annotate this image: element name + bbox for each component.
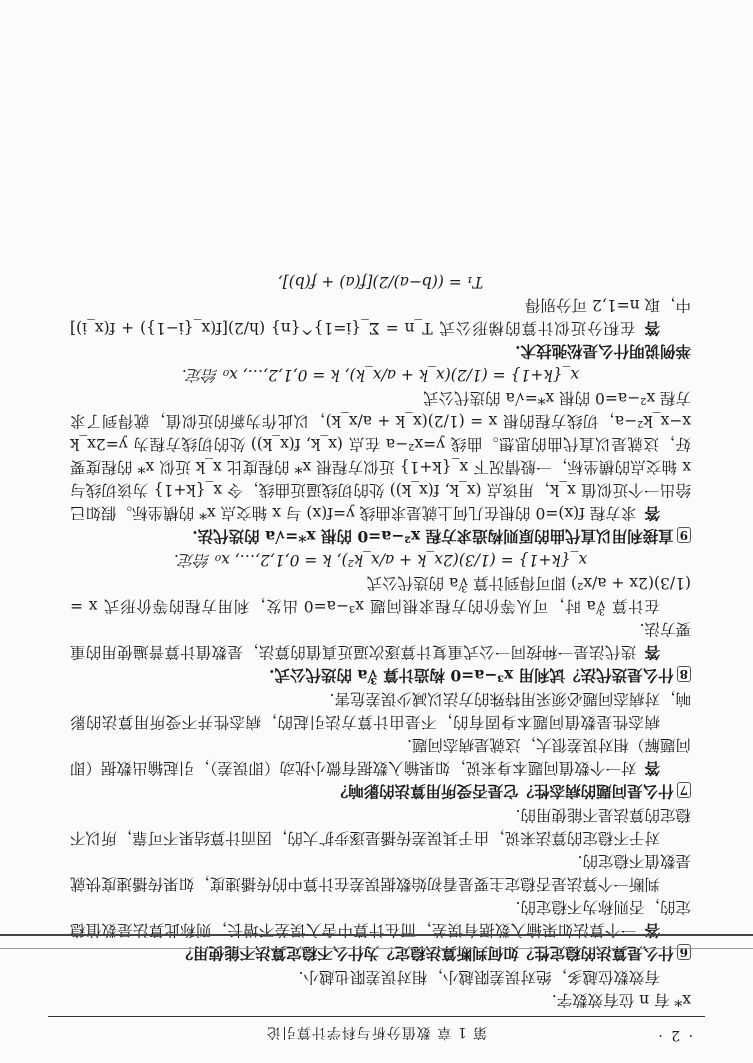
- question-number-badge: 6: [677, 944, 691, 960]
- answer-label: 答: [644, 921, 660, 940]
- answer-text: 求方程 f(x)=0 的根在几何上就是求曲线 y=f(x) 与 x 轴交点 x* 的横坐标。假如已给出一个近似值 x_k，用该点 (x_k, f(x_k)) 处的切线逼近曲线，令 x_{k+1} 为该切线与 x 轴交点的横坐标，一般情况下 x_{k+1} 近似方程根 x* 的程度比 x_k 近似 x* 的程度要好，这就是以直代曲的思想。曲线 y=x²−a 在点 (x_k, f(x_k)) 处的切线方程为 y=2x_k x−x_k²−a，切线方程的根 x = (1/2)(x_k + a/x_k)，以此作为新的近似值，就得到了求方程 x²−a=0 的根 x*=√a 的迭代公式: [70, 389, 691, 522]
- paragraph: 病态性是数值问题本身固有的，不是由计算方法引起的，病态性并不受所用算法的影响，对病态问题必须采用特殊的方法以减少误差危害.: [70, 690, 691, 731]
- answer-label: 答: [644, 643, 660, 662]
- answer-text: 一个算法如果输入数据有误差，而在计算中舍入误差不增长，则称此算法是数值稳定的，否则称为不稳定的.: [70, 898, 691, 939]
- question-text: 直接利用以直代曲的原则构造求方程 x²−a=0 的根 x*=√a 的迭代法.: [192, 527, 674, 546]
- formula-3: T₁ = ((b−a)/2)[f(a) + f(b)],: [277, 273, 484, 291]
- question-number-badge: 7: [677, 782, 691, 798]
- answer-9: [70, 386, 691, 525]
- answer-text: 在积分近似计算的梯形公式 T_n = Σ_{i=1}^{n} (h/2)[f(x_{i−1}) + f(x_i)] 中，取 n=1,2 可分别得: [70, 296, 691, 337]
- question-9: [70, 525, 691, 548]
- paragraph: 在计算 ∛a 时，可从等价的方程求根问题 x³−a=0 出发，利用方程的等价形式 x = (1/3)(2x + a/x²) 即可得到计算 ∛a 的迭代公式: [70, 574, 691, 615]
- formula-2: x_{k+1} = (1/2)(x_k + a/x_k), k = 0,1,2,…, x₀ 给定.: [181, 366, 580, 384]
- paragraph: 有效数位越多，绝对误差限越小，相对误差限也越小.: [298, 968, 660, 986]
- paragraph: 判断一个算法是否稳定主要是看初始数据误差在计算中的传播速度，如果传播速度快就是数值不稳定的.: [70, 852, 691, 893]
- paragraph: 对于不稳定的算法来说，由于其误差传播是逐步扩大的，因而计算结果不可靠，所以不稳定的算法是不能使用的.: [70, 806, 691, 847]
- answer-label: 答: [644, 504, 660, 523]
- header-rule: [48, 1016, 705, 1017]
- answer-10: [70, 293, 691, 340]
- paragraph: x* 有 n 位有效数字.: [551, 991, 691, 1009]
- formula-1: x_{k+1} = (1/3)(2x_k + a/x_k²), k = 0,1,2,…, x₀ 给定.: [173, 551, 588, 569]
- answer-text: 对一个数值问题本身来说，如果输入数据有微小扰动（即误差），引起输出数据（即问题解）相对误差很大，这就是病态问题.: [70, 736, 691, 777]
- answer-label: 答: [643, 319, 660, 338]
- question-text: 什么是算法的稳定性？如何判断算法稳定？为什么不稳定算法不能使用？: [177, 944, 674, 963]
- body-text: [70, 270, 691, 1011]
- question-8: [70, 664, 691, 687]
- answer-8: [70, 617, 691, 664]
- chapter-title: 第 1 章 数值分析与科学计算引论: [265, 1024, 488, 1040]
- answer-label: 答: [644, 759, 660, 778]
- question-text: 什么是问题的病态性？它是否受所用算法的影响？: [332, 782, 674, 801]
- scan-edge-band: [0, 934, 753, 949]
- answer-7: [70, 733, 691, 780]
- answer-text: 迭代法是一种按同一公式重复计算逐次逼近真值的算法，是数值计算普遍使用的重要方法.: [70, 620, 691, 661]
- question-text: 什么是迭代法？试利用 x³−a=0 构造计算 ∛a 的迭代公式.: [269, 666, 674, 685]
- question-7: [70, 780, 691, 803]
- page-number: · 2 ·: [656, 1027, 693, 1043]
- question-10: 举例说明什么是松弛技术.: [515, 342, 691, 361]
- question-number-badge: 9: [677, 527, 691, 543]
- question-number-badge: 8: [677, 666, 691, 682]
- page-header: [48, 1023, 705, 1043]
